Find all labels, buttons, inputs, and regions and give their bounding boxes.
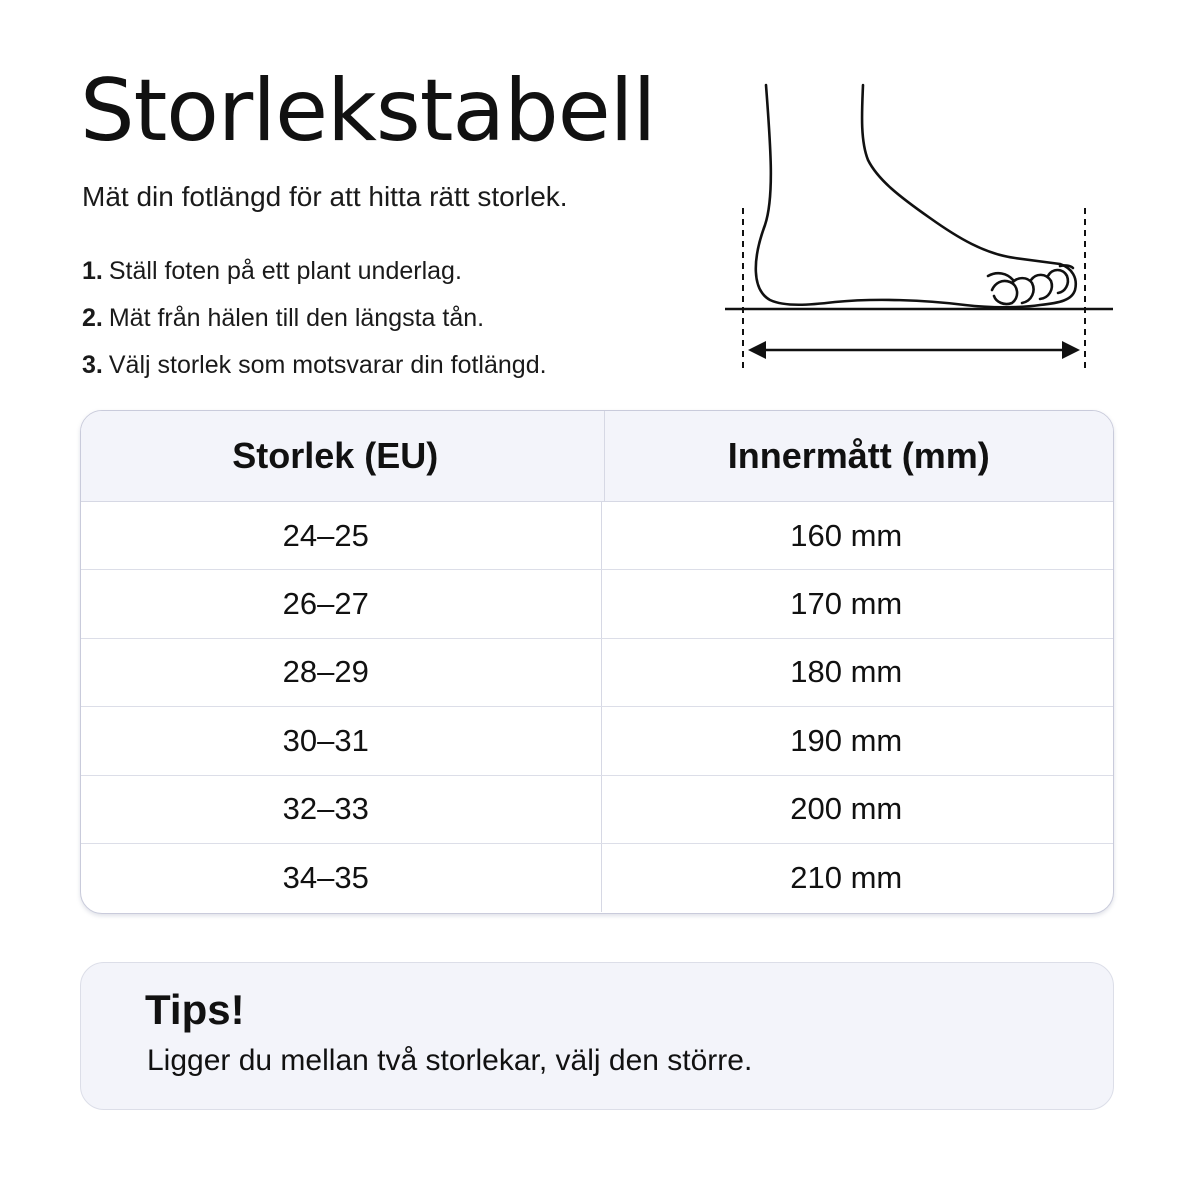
table-row: [81, 570, 1113, 638]
cell-length: 190 mm: [790, 722, 903, 758]
header-size: Storlek (EU): [81, 411, 605, 501]
table-row: [81, 639, 1113, 707]
page-subtitle: Mät din fotlängd för att hitta rätt storlek.: [82, 181, 568, 212]
table-row: [81, 502, 1113, 570]
table-header: [81, 411, 1113, 502]
step-item: [82, 248, 547, 295]
cell-size: 24–25: [81, 502, 602, 569]
size-table: [80, 410, 1114, 914]
step-number: 2.: [82, 304, 103, 332]
step-number: 3.: [82, 351, 103, 379]
table-row: [81, 776, 1113, 844]
table-row: [81, 844, 1113, 912]
tips-title: Tips!: [145, 986, 245, 1033]
tips-text: Ligger du mellan två storlekar, välj den större.: [147, 1044, 753, 1077]
cell-length: 170 mm: [790, 586, 903, 622]
step-item: [82, 342, 547, 389]
step-number: 1.: [82, 257, 103, 285]
table-row: [81, 707, 1113, 775]
page-title: Storlekstabell: [80, 61, 656, 161]
step-item: [82, 295, 547, 342]
step-text: Mät från hälen till den längsta tån.: [108, 304, 485, 332]
header-length: Innermått (mm): [727, 435, 990, 476]
tips-box: [80, 962, 1114, 1110]
cell-size: 26–27: [81, 570, 602, 637]
cell-size: 30–31: [81, 707, 602, 774]
cell-size: 34–35: [81, 844, 602, 912]
cell-length: 160 mm: [790, 517, 903, 553]
step-text: Välj storlek som motsvarar din fotlängd.: [108, 351, 547, 379]
instruction-steps: [82, 248, 547, 389]
step-text: Ställ foten på ett plant underlag.: [108, 257, 462, 285]
foot-measurement-icon: [720, 80, 1120, 380]
cell-size: 28–29: [81, 639, 602, 706]
cell-size: 32–33: [81, 776, 602, 843]
cell-length: 200 mm: [790, 791, 903, 827]
cell-length: 180 mm: [790, 654, 903, 690]
cell-length: 210 mm: [790, 860, 903, 896]
